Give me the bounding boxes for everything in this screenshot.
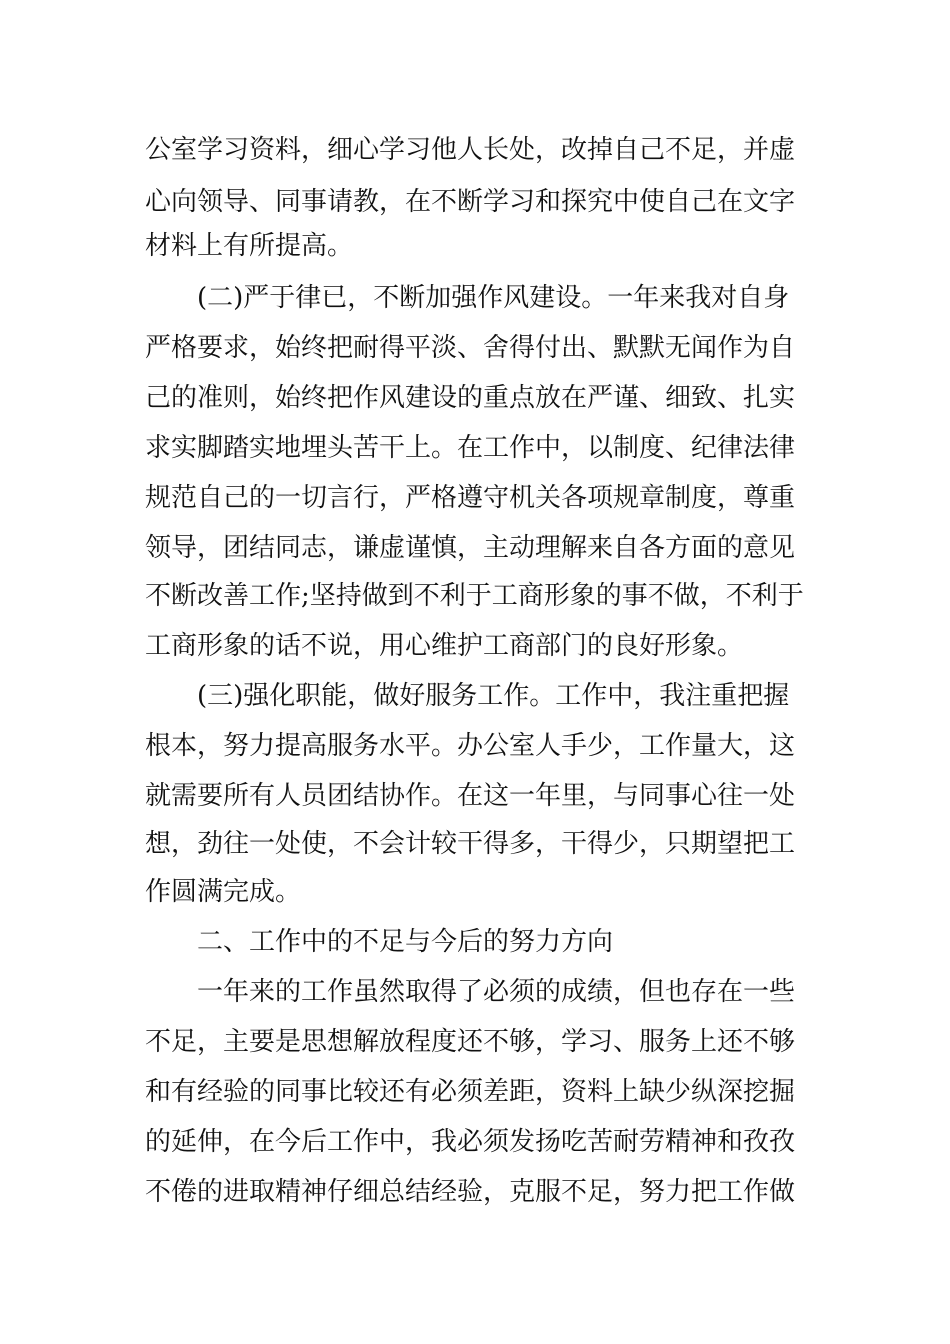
body-text-line: 作圆满完成。 [145, 877, 302, 907]
body-text-line: 规范自己的一切言行，严格遵守机关各项规章制度，尊重 [145, 483, 796, 513]
body-text-line: 己的准则，始终把作风建设的重点放在严谨、细致、扎实 [145, 383, 796, 413]
body-text-line: 求实脚踏实地埋头苦干上。在工作中，以制度、纪律法律 [145, 433, 796, 463]
body-text-line: 材料上有所提高。 [145, 231, 354, 261]
body-text-line: 不足，主要是思想解放程度还不够，学习、服务上还不够 [145, 1027, 796, 1057]
section-heading-3: (三)强化职能，做好服务工作。工作中，我注重把握 [197, 681, 790, 711]
chapter-heading-2: 二、工作中的不足与今后的努力方向 [197, 927, 614, 957]
body-text-line: 一年来的工作虽然取得了必须的成绩，但也存在一些 [197, 977, 796, 1007]
body-text-line: 严格要求，始终把耐得平淡、舍得付出、默默无闻作为自 [145, 333, 796, 363]
section-heading-2: (二)严于律已，不断加强作风建设。一年来我对自身 [197, 283, 790, 313]
body-text-line: 心向领导、同事请教，在不断学习和探究中使自己在文字 [145, 187, 796, 217]
body-text-line: 和有经验的同事比较还有必须差距，资料上缺少纵深挖掘 [145, 1077, 796, 1107]
body-text-line: 领导，团结同志，谦虚谨慎，主动理解来自各方面的意见 [145, 533, 796, 563]
body-text-line: 公室学习资料，细心学习他人长处，改掉自己不足，并虚 [145, 135, 796, 165]
body-text-line: 就需要所有人员团结协作。在这一年里，与同事心往一处 [145, 781, 796, 811]
body-text-line: 不倦的进取精神仔细总结经验，克服不足，努力把工作做 [145, 1177, 796, 1207]
body-text-line: 工商形象的话不说，用心维护工商部门的良好形象。 [145, 631, 744, 661]
body-text-line: 不断改善工作;坚持做到不利于工商形象的事不做，不利于 [145, 581, 804, 611]
body-text-line: 的延伸，在今后工作中，我必须发扬吃苦耐劳精神和孜孜 [145, 1127, 796, 1157]
body-text-line: 想，劲往一处使，不会计较干得多，干得少，只期望把工 [145, 829, 796, 859]
body-text-line: 根本，努力提高服务水平。办公室人手少，工作量大，这 [145, 731, 796, 761]
